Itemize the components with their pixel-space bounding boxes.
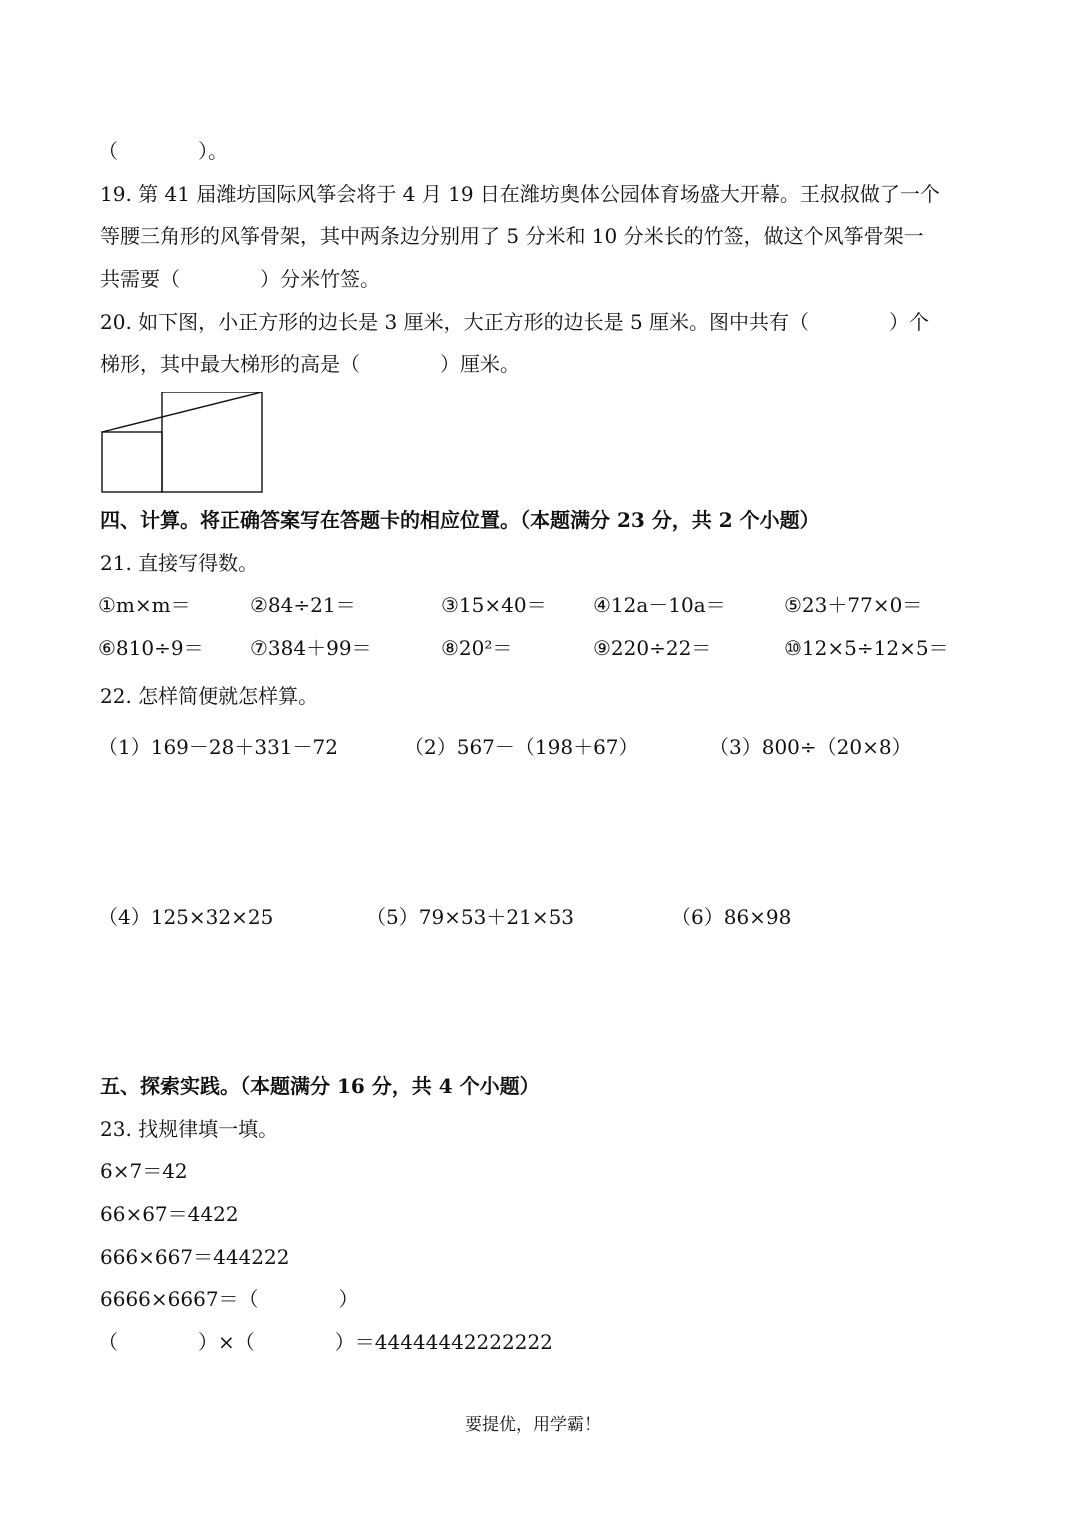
q22-item: （5）79×53＋21×53 <box>366 905 575 929</box>
q21-item: ⑨220÷22＝ <box>593 636 712 660</box>
page-footer: 要提优，用学霸！ <box>465 1415 601 1435</box>
question-20-line-2: 梯形，其中最大梯形的高是（ ）厘米。 <box>100 352 520 376</box>
pattern-line: 666×667＝444222 <box>100 1245 290 1269</box>
diagonal-line <box>102 392 262 432</box>
q21-item: ①m×m＝ <box>98 593 191 617</box>
q21-item: ③15×40＝ <box>441 593 547 617</box>
q21-item: ④12a－10a＝ <box>593 593 726 617</box>
q22-item: （4）125×32×25 <box>98 905 274 929</box>
pattern-line: （ ）×（ ）＝44444442222222 <box>98 1330 553 1354</box>
q21-item: ⑤23＋77×0＝ <box>784 593 923 617</box>
q22-item: （6）86×98 <box>671 905 792 929</box>
question-21-label: 21. 直接写得数。 <box>100 551 259 575</box>
large-square <box>162 392 262 492</box>
question-22-label: 22. 怎样简便就怎样算。 <box>100 684 319 708</box>
q22-item: （1）169－28＋331－72 <box>98 735 338 759</box>
pattern-line: 6666×6667＝（ ） <box>100 1287 359 1311</box>
q22-item: （2）567－（198＋67） <box>404 735 639 759</box>
q21-item: ⑥810÷9＝ <box>98 636 204 660</box>
q21-item: ⑧20²＝ <box>441 636 513 660</box>
question-19-line-2: 等腰三角形的风筝骨架，其中两条边分别用了 5 分米和 10 分米长的竹签，做这个风筝骨架一 <box>100 224 924 248</box>
q22-item: （3）800÷（20×8） <box>709 735 912 759</box>
question-23-label: 23. 找规律填一填。 <box>100 1117 279 1141</box>
pattern-line: 66×67＝4422 <box>100 1202 239 1226</box>
fill-blank-continuation: （ ）。 <box>98 139 228 163</box>
pattern-line: 6×7＝42 <box>100 1159 188 1183</box>
q21-item: ②84÷21＝ <box>250 593 356 617</box>
section-5-heading: 五、探索实践。（本题满分 16 分，共 4 个小题） <box>100 1074 540 1098</box>
q21-item: ⑦384＋99＝ <box>250 636 372 660</box>
small-square <box>102 432 162 492</box>
trapezoid-squares-figure <box>100 392 266 499</box>
question-20-line-1: 20. 如下图，小正方形的边长是 3 厘米，大正方形的边长是 5 厘米。图中共有（ ）个 <box>100 310 930 334</box>
question-19-line-1: 19. 第 41 届潍坊国际风筝会将于 4 月 19 日在潍坊奥体公园体育场盛大开幕。王叔叔做了一个 <box>100 182 940 206</box>
question-19-line-3: 共需要（ ）分米竹签。 <box>100 267 380 291</box>
section-4-heading: 四、计算。将正确答案写在答题卡的相应位置。（本题满分 23 分，共 2 个小题） <box>100 508 820 532</box>
q21-item: ⑩12×5÷12×5＝ <box>784 636 949 660</box>
